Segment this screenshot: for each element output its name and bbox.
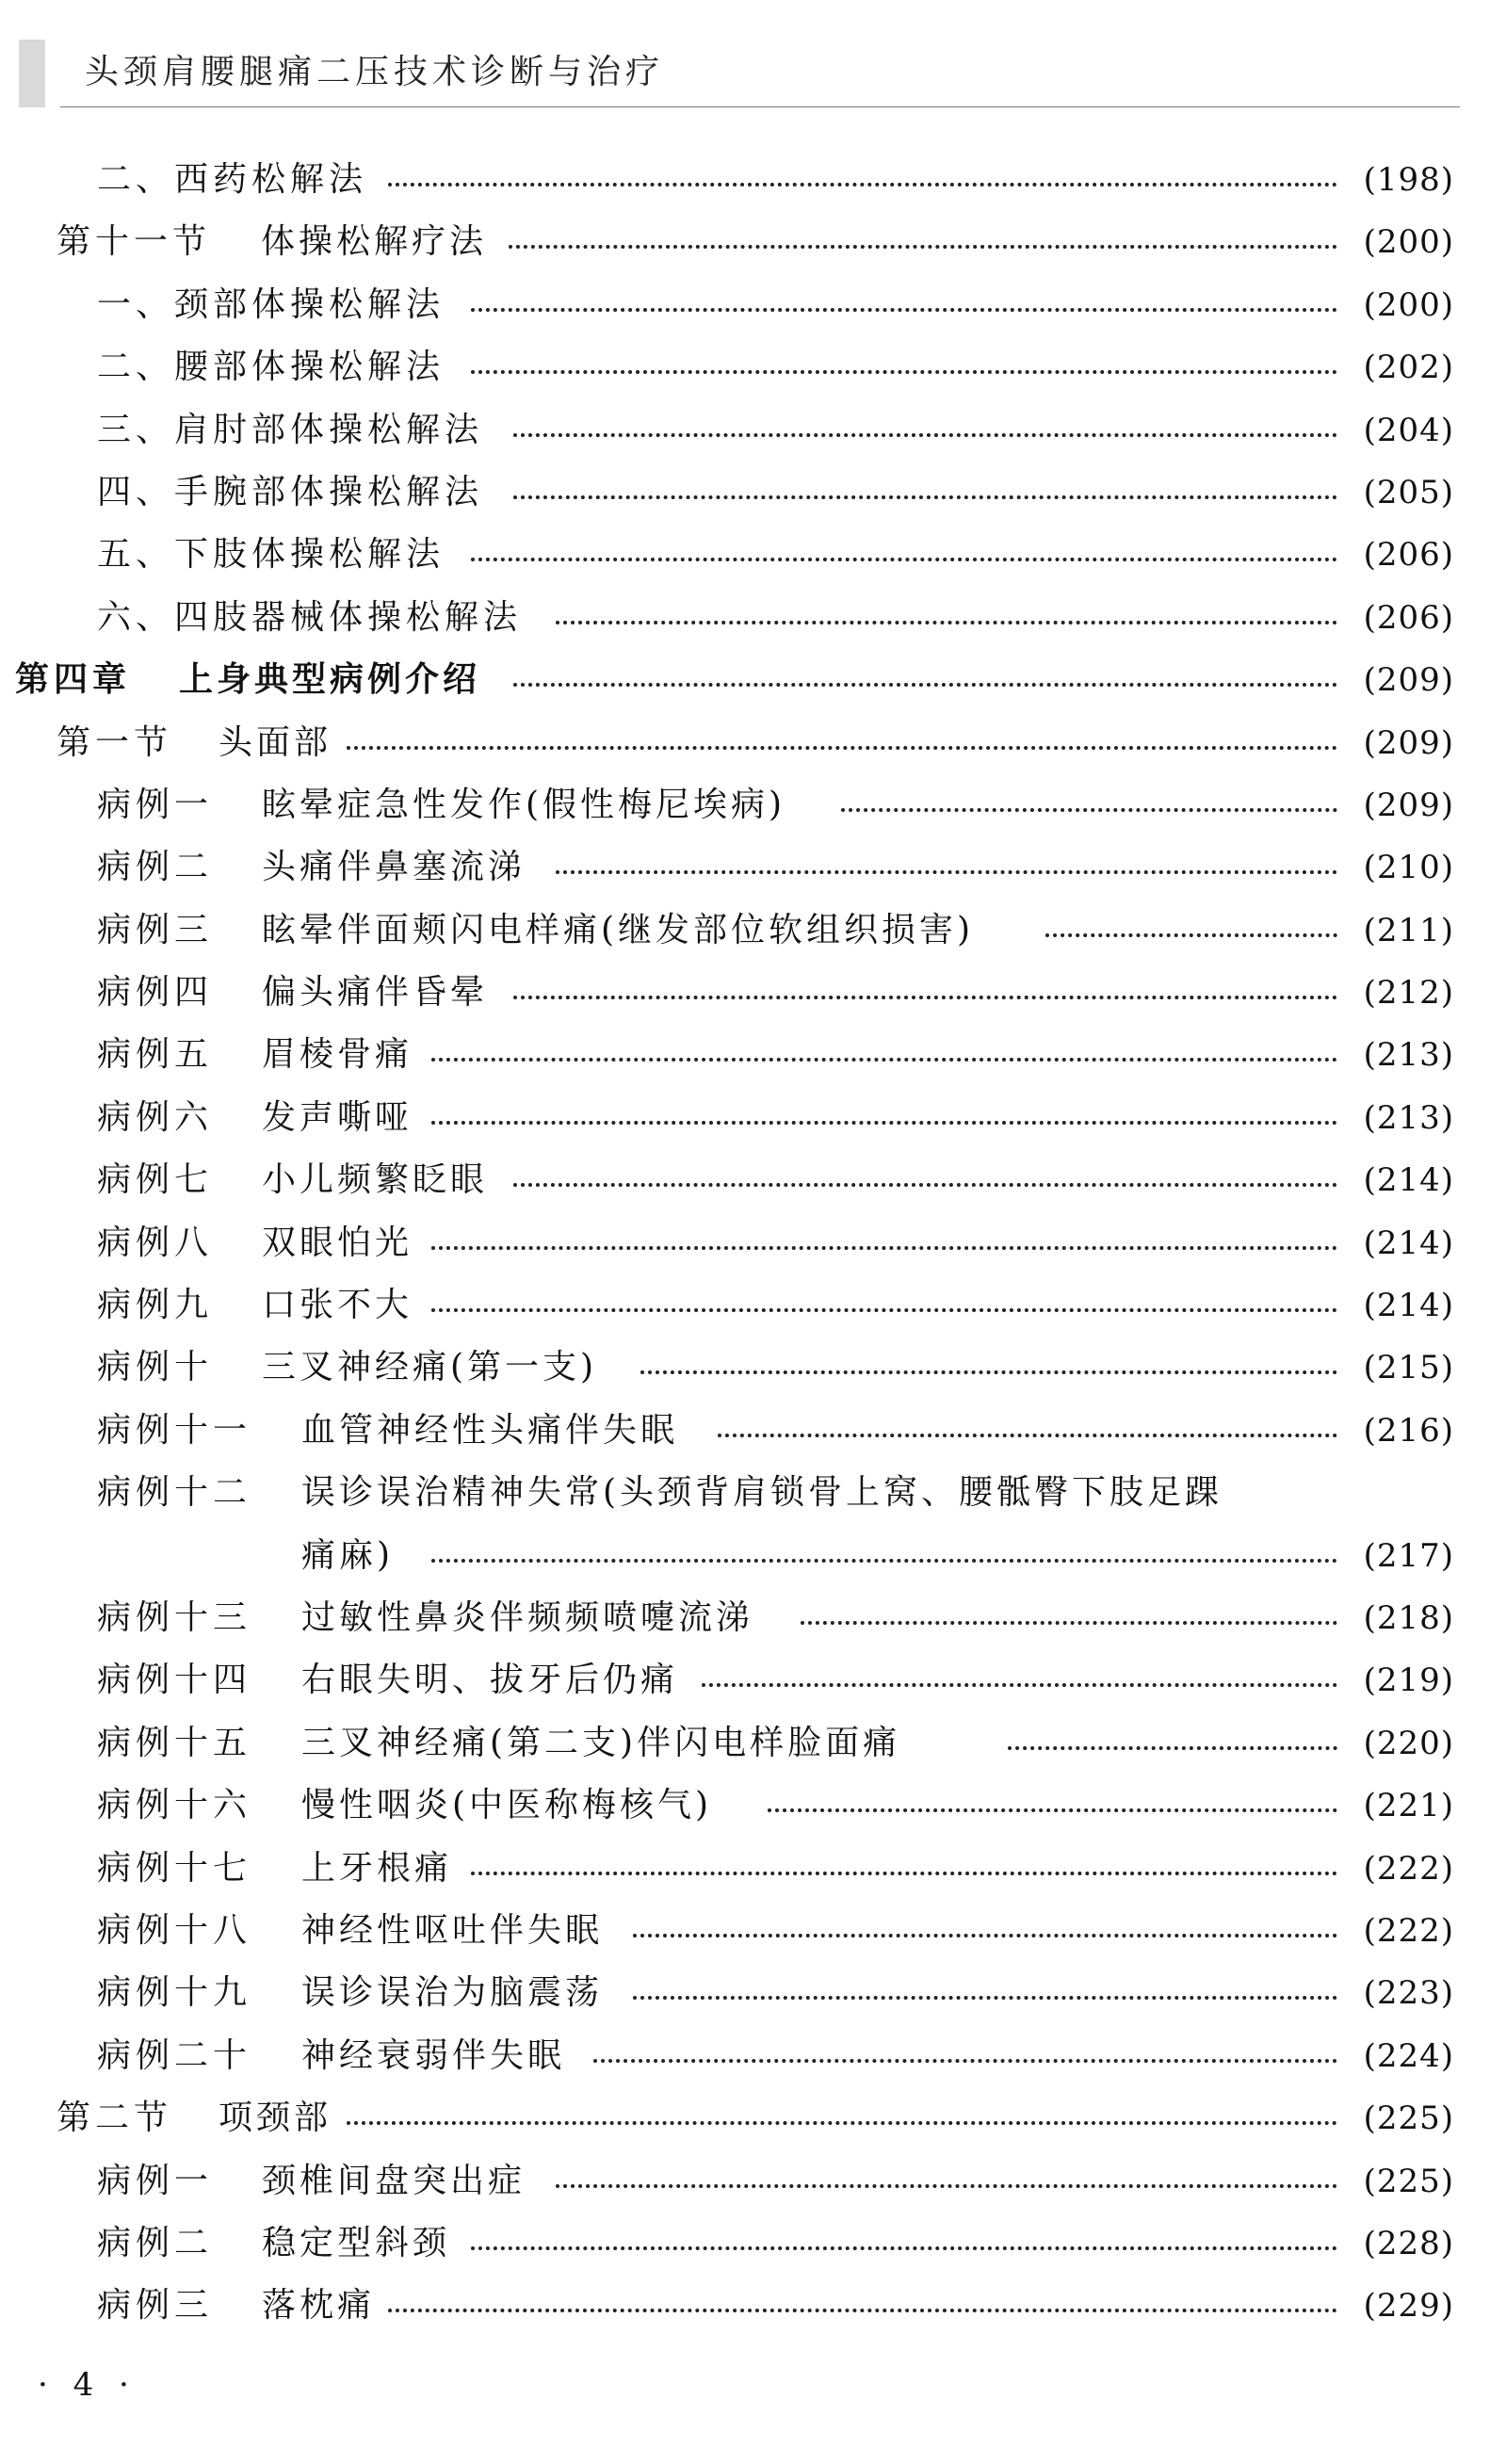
toc-title: 颈椎间盘突出症 xyxy=(262,2161,526,2200)
toc-entry xyxy=(0,2087,1490,2149)
toc-page-number: (205) xyxy=(1363,473,1454,511)
toc-title: 头面部 xyxy=(219,722,332,762)
dot-leader xyxy=(471,370,1337,374)
toc-page-number: (200) xyxy=(1363,223,1454,262)
dot-leader xyxy=(633,1934,1337,1937)
toc-title: 发声嘶哑 xyxy=(262,1097,413,1137)
dot-leader xyxy=(513,1183,1337,1187)
toc-entry xyxy=(0,399,1490,462)
header-gray-bar xyxy=(19,40,45,107)
toc-title: 右眼失明、拔牙后仍痛 xyxy=(301,1661,679,1700)
toc-label: 病例九 xyxy=(97,1286,214,1325)
header-rule xyxy=(60,106,1460,107)
dot-leader xyxy=(1008,1746,1337,1750)
toc-page-number: (214) xyxy=(1363,1224,1454,1262)
toc-title: 神经衰弱伴失眠 xyxy=(301,2035,566,2075)
toc-label: 病例五 xyxy=(97,1035,214,1075)
toc-page-number: (220) xyxy=(1363,1724,1454,1762)
dot-leader xyxy=(471,1872,1337,1875)
toc-title: 上牙根痛 xyxy=(301,1848,453,1888)
toc-title: 三叉神经痛(第二支)伴闪电样脸面痛 xyxy=(301,1723,901,1762)
toc-page-number: (221) xyxy=(1363,1787,1454,1825)
dot-leader xyxy=(593,2059,1337,2063)
toc-page-number: (218) xyxy=(1363,1599,1454,1637)
toc-title: 误诊误治精神失常(头颈背肩锁骨上窝、腰骶臀下肢足踝 xyxy=(301,1473,1223,1513)
toc-page-number: (204) xyxy=(1363,411,1454,449)
toc-title: 血管神经性头痛伴失眠 xyxy=(301,1410,679,1450)
toc-entry xyxy=(0,900,1490,962)
toc-page-number: (215) xyxy=(1363,1349,1454,1387)
dot-leader xyxy=(471,2246,1337,2250)
toc-label: 六、四肢器械体操松解法 xyxy=(97,597,523,637)
toc-label: 病例十一 xyxy=(97,1410,252,1450)
dot-leader xyxy=(1045,933,1337,937)
toc-page-number: (209) xyxy=(1363,723,1454,762)
toc-entry xyxy=(0,1024,1490,1086)
toc-label: 病例二 xyxy=(97,2223,214,2262)
dot-leader xyxy=(388,183,1337,186)
dot-leader xyxy=(556,2184,1337,2188)
toc-entry xyxy=(0,1212,1490,1274)
toc-page-number: (210) xyxy=(1363,849,1454,887)
toc-label: 病例八 xyxy=(97,1223,214,1262)
toc-label: 五、下肢体操松解法 xyxy=(97,535,445,575)
toc-title: 上身典型病例介绍 xyxy=(179,660,481,700)
toc-label: 第十一节 xyxy=(57,222,212,262)
table-of-contents xyxy=(0,149,1490,2338)
toc-label: 病例十七 xyxy=(97,1848,252,1888)
toc-title: 项颈部 xyxy=(219,2099,332,2138)
toc-label: 二、腰部体操松解法 xyxy=(97,348,445,387)
toc-page-number: (214) xyxy=(1363,1161,1454,1200)
toc-label: 第二节 xyxy=(57,2099,173,2138)
toc-title: 眉棱骨痛 xyxy=(262,1035,413,1075)
toc-label: 病例十五 xyxy=(97,1723,252,1762)
dot-leader xyxy=(556,621,1337,624)
dot-leader xyxy=(513,433,1337,437)
toc-title: 口张不大 xyxy=(262,1286,413,1325)
toc-label: 病例四 xyxy=(97,973,214,1013)
dot-leader xyxy=(513,495,1337,499)
dot-leader xyxy=(718,1434,1337,1437)
toc-entry xyxy=(0,712,1490,774)
toc-entry xyxy=(0,1775,1490,1837)
toc-label: 二、西药松解法 xyxy=(97,160,368,199)
toc-title: 落枕痛 xyxy=(262,2286,376,2326)
toc-entry xyxy=(0,149,1490,211)
toc-label: 病例六 xyxy=(97,1097,214,1137)
toc-page-number: (214) xyxy=(1363,1287,1454,1325)
toc-page-number: (228) xyxy=(1363,2224,1454,2262)
toc-title: 三叉神经痛(第一支) xyxy=(262,1348,598,1387)
dot-leader xyxy=(509,245,1337,249)
toc-entry xyxy=(0,1400,1490,1462)
toc-page-number: (211) xyxy=(1363,911,1454,949)
toc-page-number: (222) xyxy=(1363,1849,1454,1888)
toc-page-number: (209) xyxy=(1363,661,1454,700)
toc-entry xyxy=(0,1649,1490,1711)
toc-entry xyxy=(0,1149,1490,1211)
toc-label: 病例二十 xyxy=(97,2035,252,2075)
toc-entry xyxy=(0,774,1490,836)
toc-label: 病例十八 xyxy=(97,1910,252,1950)
toc-page-number: (209) xyxy=(1363,786,1454,824)
toc-entry xyxy=(0,1462,1490,1587)
toc-label: 病例一 xyxy=(97,2161,214,2200)
toc-page-number: (213) xyxy=(1363,1098,1454,1137)
toc-entry xyxy=(0,587,1490,649)
toc-title: 小儿频繁眨眼 xyxy=(262,1160,489,1200)
toc-entry xyxy=(0,1838,1490,1900)
toc-entry xyxy=(0,962,1490,1024)
dot-leader xyxy=(556,870,1337,874)
toc-entry xyxy=(0,1087,1490,1149)
toc-entry xyxy=(0,2025,1490,2087)
toc-entry xyxy=(0,2275,1490,2337)
running-title: 头颈肩腰腿痛二压技术诊断与治疗 xyxy=(85,53,665,91)
toc-page-number: (213) xyxy=(1363,1036,1454,1075)
toc-label: 四、手腕部体操松解法 xyxy=(97,472,484,511)
toc-entry xyxy=(0,836,1490,899)
toc-title: 稳定型斜颈 xyxy=(262,2223,451,2262)
toc-entry xyxy=(0,1337,1490,1399)
toc-title: 眩晕症急性发作(假性梅尼埃病) xyxy=(262,785,786,824)
toc-page-number: (229) xyxy=(1363,2287,1454,2326)
toc-entry xyxy=(0,462,1490,524)
toc-label: 病例十 xyxy=(97,1348,214,1387)
dot-leader xyxy=(431,1559,1337,1563)
toc-title: 体操松解疗法 xyxy=(261,222,488,262)
dot-leader xyxy=(431,1058,1337,1062)
dot-leader xyxy=(513,996,1337,999)
dot-leader xyxy=(513,683,1337,687)
dot-leader xyxy=(841,808,1337,812)
toc-page-number: (206) xyxy=(1363,598,1454,637)
toc-entry xyxy=(0,2150,1490,2213)
dot-leader xyxy=(431,1308,1337,1312)
dot-leader xyxy=(471,308,1337,312)
toc-page-number: (206) xyxy=(1363,536,1454,575)
toc-label: 病例十六 xyxy=(97,1786,252,1825)
toc-page-number: (225) xyxy=(1363,2099,1454,2138)
toc-label: 病例十九 xyxy=(97,1973,252,2013)
toc-title: 神经性呕吐伴失眠 xyxy=(301,1910,604,1950)
toc-label: 病例十二 xyxy=(97,1473,252,1513)
toc-entry xyxy=(0,1712,1490,1775)
toc-entry xyxy=(0,211,1490,273)
toc-page-number: (216) xyxy=(1363,1411,1454,1450)
toc-title: 眩晕伴面颊闪电样痛(继发部位软组织损害) xyxy=(262,910,975,949)
toc-page-number: (212) xyxy=(1363,974,1454,1013)
toc-title: 偏头痛伴昏晕 xyxy=(262,973,489,1013)
toc-entry xyxy=(0,1274,1490,1337)
toc-label: 病例二 xyxy=(97,848,214,887)
toc-title: 头痛伴鼻塞流涕 xyxy=(262,848,526,887)
toc-title-continued: 痛麻) xyxy=(301,1535,395,1575)
page-number-footer: · 4 · xyxy=(38,2366,137,2404)
dot-leader xyxy=(768,1808,1337,1812)
toc-entry xyxy=(0,1962,1490,2024)
toc-label: 病例十四 xyxy=(97,1661,252,1700)
toc-label: 病例十三 xyxy=(97,1598,252,1637)
dot-leader xyxy=(347,746,1337,750)
toc-page-number: (202) xyxy=(1363,349,1454,387)
dot-leader xyxy=(431,1246,1337,1250)
toc-entry xyxy=(0,274,1490,336)
toc-label: 病例三 xyxy=(97,2286,214,2326)
page-header xyxy=(0,0,1490,111)
toc-page-number: (200) xyxy=(1363,285,1454,324)
dot-leader xyxy=(347,2121,1337,2125)
toc-page-number: (222) xyxy=(1363,1911,1454,1950)
toc-page-number: (219) xyxy=(1363,1662,1454,1700)
toc-entry xyxy=(0,2213,1490,2275)
dot-leader xyxy=(388,2309,1337,2312)
toc-label: 第一节 xyxy=(57,722,173,762)
dot-leader xyxy=(431,1121,1337,1125)
dot-leader xyxy=(702,1683,1337,1687)
toc-page-number: (198) xyxy=(1363,161,1454,199)
dot-leader xyxy=(633,1996,1337,2000)
dot-leader xyxy=(471,558,1337,561)
dot-leader xyxy=(801,1621,1337,1625)
toc-page-number: (217) xyxy=(1363,1536,1454,1575)
toc-entry xyxy=(0,1900,1490,1962)
toc-label: 一、颈部体操松解法 xyxy=(97,284,445,324)
toc-entry xyxy=(0,524,1490,586)
toc-entry-chapter xyxy=(0,649,1490,711)
toc-label: 病例七 xyxy=(97,1160,214,1200)
toc-title: 慢性咽炎(中医称梅核气) xyxy=(301,1786,713,1825)
toc-entry xyxy=(0,1587,1490,1649)
toc-label: 病例三 xyxy=(97,910,214,949)
toc-title: 误诊误治为脑震荡 xyxy=(301,1973,604,2013)
toc-page-number: (225) xyxy=(1363,2162,1454,2200)
dot-leader xyxy=(640,1370,1337,1374)
toc-entry xyxy=(0,336,1490,398)
toc-title: 双眼怕光 xyxy=(262,1223,413,1262)
toc-title: 过敏性鼻炎伴频频喷嚏流涕 xyxy=(301,1598,754,1637)
toc-page-number: (224) xyxy=(1363,2036,1454,2075)
toc-label: 三、肩肘部体操松解法 xyxy=(97,410,484,449)
toc-page-number: (223) xyxy=(1363,1974,1454,2013)
toc-label: 病例一 xyxy=(97,785,214,824)
toc-label: 第四章 xyxy=(15,660,132,700)
